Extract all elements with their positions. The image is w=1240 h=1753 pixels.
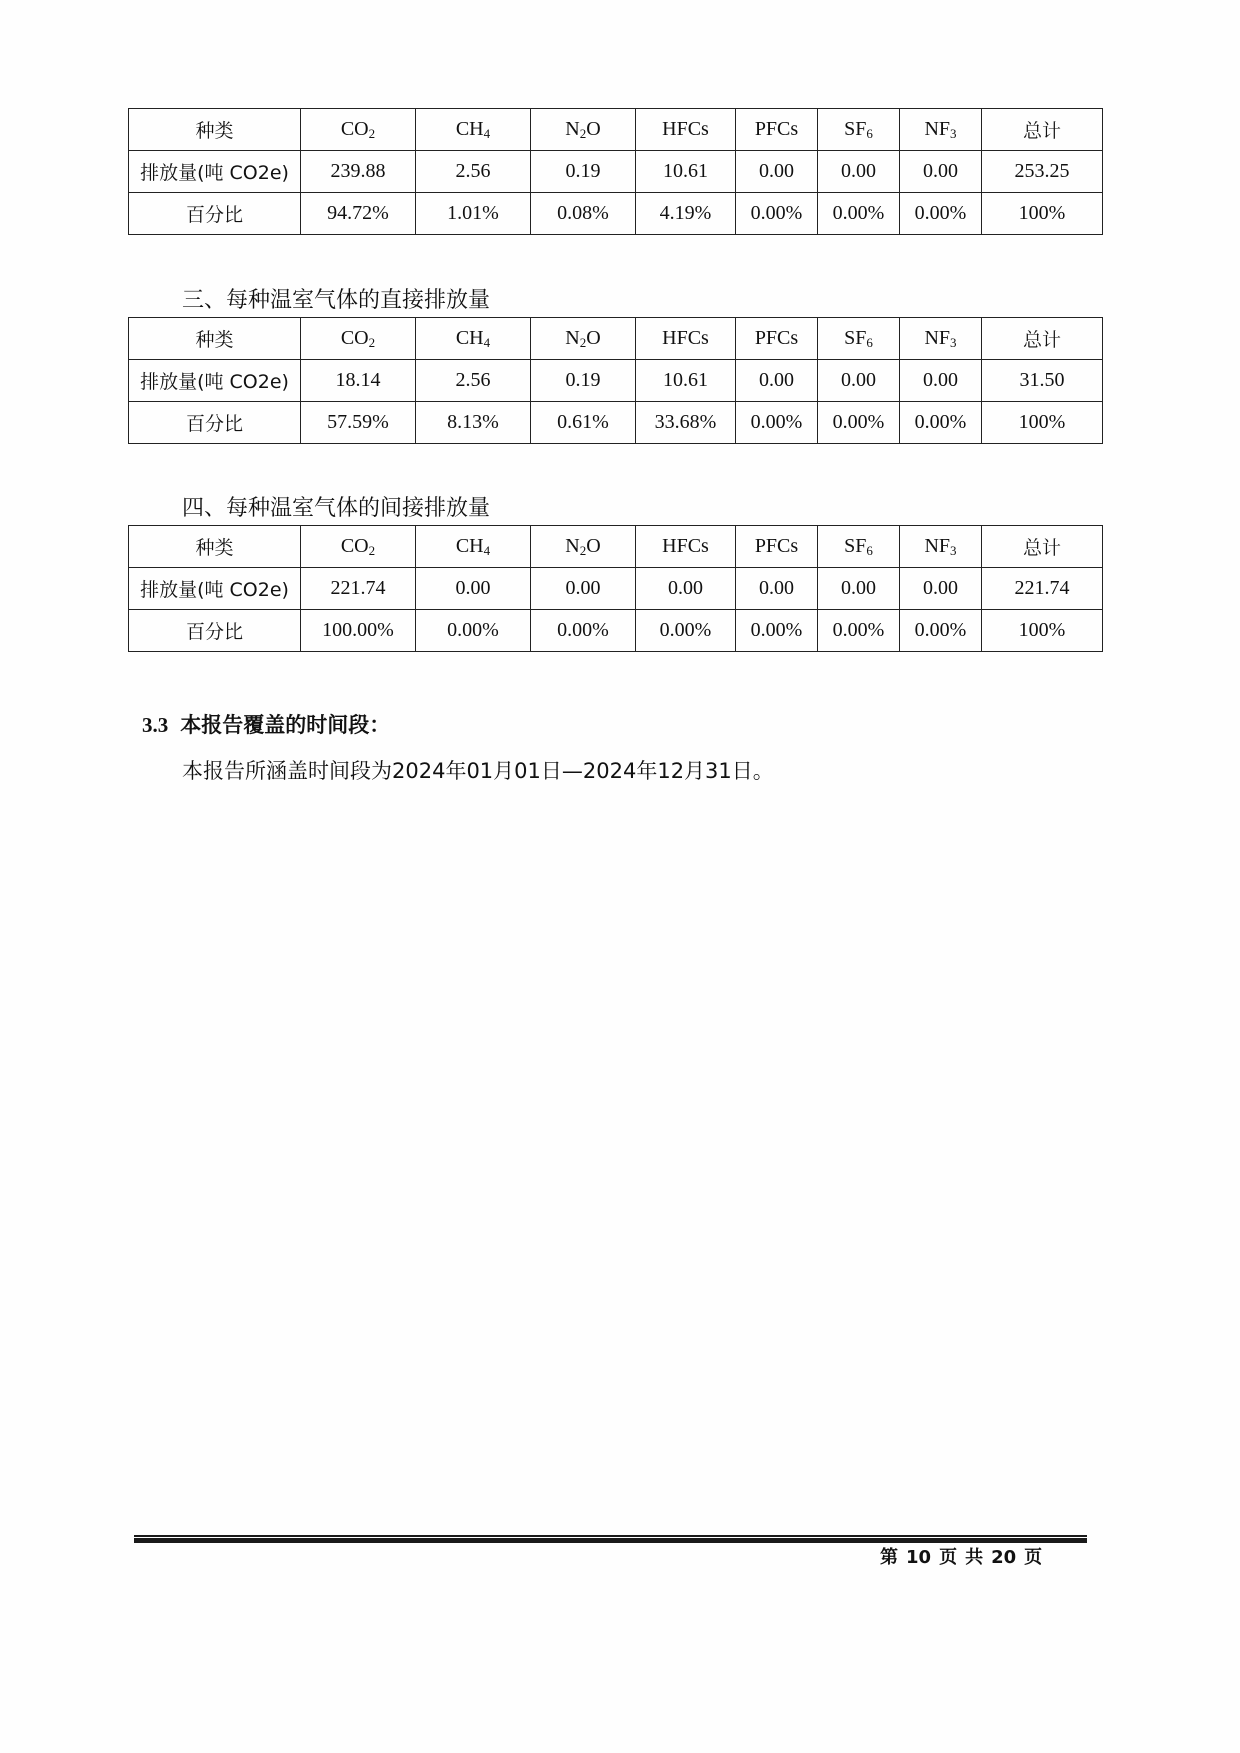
header-cell: HFCs bbox=[636, 109, 736, 151]
percent-row bbox=[129, 610, 1103, 652]
table-cell: 0.00% bbox=[736, 610, 818, 652]
table-cell: 100% bbox=[982, 402, 1103, 444]
header-cell: $CH_4$ bbox=[416, 318, 531, 360]
table-cell: 57.59% bbox=[301, 402, 416, 444]
section-title-direct: 三、每种温室气体的直接排放量 bbox=[182, 288, 491, 313]
table-cell: 100.00% bbox=[301, 610, 416, 652]
table-cell: 94.72% bbox=[301, 193, 416, 235]
table-cell: 0.00% bbox=[900, 402, 982, 444]
emission-row bbox=[129, 568, 1103, 610]
table-cell: 0.00% bbox=[900, 610, 982, 652]
header-cell: $CO_2$ bbox=[301, 526, 416, 568]
header-cell: $CH_4$ bbox=[416, 109, 531, 151]
table-cell: 253.25 bbox=[982, 151, 1103, 193]
header-cell: $SF_6$ bbox=[818, 318, 900, 360]
table-cell: 0.00 bbox=[900, 568, 982, 610]
header-cell: $CO_2$ bbox=[301, 318, 416, 360]
table-cell: 0.00% bbox=[531, 610, 636, 652]
table-cell: 10.61 bbox=[636, 151, 736, 193]
footer-text: 共 bbox=[965, 1547, 984, 1568]
row-label: 百分比 bbox=[129, 610, 301, 652]
header-cell: 总计 bbox=[982, 318, 1103, 360]
emissions-table-direct bbox=[128, 317, 1103, 444]
section-title: 本报告覆盖的时间段： bbox=[180, 713, 391, 737]
header-cell: $SF_6$ bbox=[818, 109, 900, 151]
header-cell: PFCs bbox=[736, 526, 818, 568]
table-cell: 239.88 bbox=[301, 151, 416, 193]
footer-text: 第 bbox=[880, 1547, 898, 1568]
section-heading-3-3 bbox=[142, 710, 390, 740]
current-page: 10 bbox=[906, 1547, 932, 1568]
section-number: 3.3 bbox=[142, 713, 169, 737]
table-cell: 33.68% bbox=[636, 402, 736, 444]
header-cell: PFCs bbox=[736, 109, 818, 151]
header-cell: $CH_4$ bbox=[416, 526, 531, 568]
emission-row bbox=[129, 360, 1103, 402]
header-row bbox=[129, 526, 1103, 568]
table-cell: 0.08% bbox=[531, 193, 636, 235]
table-cell: 0.00 bbox=[818, 568, 900, 610]
table-cell: 0.61% bbox=[531, 402, 636, 444]
footer-text: 页 bbox=[1024, 1547, 1043, 1568]
header-cell: $N_2O$ bbox=[531, 109, 636, 151]
table-cell: 0.00 bbox=[818, 360, 900, 402]
table-cell: 0.00% bbox=[818, 402, 900, 444]
table-cell: 221.74 bbox=[301, 568, 416, 610]
table-cell: 0.00 bbox=[531, 568, 636, 610]
table-cell: 8.13% bbox=[416, 402, 531, 444]
table-cell: 0.00 bbox=[636, 568, 736, 610]
percent-row bbox=[129, 402, 1103, 444]
table-cell: 2.56 bbox=[416, 360, 531, 402]
table-cell: 1.01% bbox=[416, 193, 531, 235]
header-row bbox=[129, 318, 1103, 360]
header-cell: $NF_3$ bbox=[900, 526, 982, 568]
table-cell: 0.00 bbox=[900, 151, 982, 193]
emissions-table-total bbox=[128, 108, 1103, 235]
header-cell: $NF_3$ bbox=[900, 318, 982, 360]
table-cell: 0.00% bbox=[736, 193, 818, 235]
table-cell: 2.56 bbox=[416, 151, 531, 193]
table-cell: 221.74 bbox=[982, 568, 1103, 610]
header-cell: HFCs bbox=[636, 526, 736, 568]
table-cell: 0.00 bbox=[900, 360, 982, 402]
table-cell: 18.14 bbox=[301, 360, 416, 402]
header-cell: PFCs bbox=[736, 318, 818, 360]
row-label: 排放量(吨 CO2e) bbox=[129, 568, 301, 610]
section-title-indirect: 四、每种温室气体的间接排放量 bbox=[182, 496, 491, 521]
table-cell: 0.00% bbox=[416, 610, 531, 652]
header-cell: 种类 bbox=[129, 109, 301, 151]
emissions-table-indirect bbox=[128, 525, 1103, 652]
footer-divider bbox=[134, 1535, 1087, 1543]
page-number bbox=[876, 1545, 1046, 1571]
table-cell: 10.61 bbox=[636, 360, 736, 402]
total-pages: 20 bbox=[991, 1547, 1017, 1568]
table-cell: 31.50 bbox=[982, 360, 1103, 402]
table-cell: 100% bbox=[982, 193, 1103, 235]
percent-row bbox=[129, 193, 1103, 235]
table-cell: 0.00% bbox=[900, 193, 982, 235]
header-cell: $SF_6$ bbox=[818, 526, 900, 568]
table-cell: 0.00% bbox=[736, 402, 818, 444]
table-cell: 0.00% bbox=[818, 193, 900, 235]
header-cell: HFCs bbox=[636, 318, 736, 360]
table-cell: 4.19% bbox=[636, 193, 736, 235]
footer-text: 页 bbox=[939, 1547, 958, 1568]
header-cell: $N_2O$ bbox=[531, 318, 636, 360]
header-cell: 总计 bbox=[982, 526, 1103, 568]
row-label: 百分比 bbox=[129, 193, 301, 235]
table-cell: 0.00 bbox=[818, 151, 900, 193]
table-cell: 0.00% bbox=[818, 610, 900, 652]
emission-row bbox=[129, 151, 1103, 193]
table-cell: 0.00 bbox=[736, 360, 818, 402]
header-cell: 种类 bbox=[129, 318, 301, 360]
table-cell: 0.00 bbox=[416, 568, 531, 610]
table-cell: 0.19 bbox=[531, 360, 636, 402]
report-period-text: 本报告所涵盖时间段为2024年01月01日—2024年12月31日。 bbox=[182, 759, 774, 783]
row-label: 排放量(吨 CO2e) bbox=[129, 360, 301, 402]
table-cell: 0.00% bbox=[636, 610, 736, 652]
header-cell: $CO_2$ bbox=[301, 109, 416, 151]
header-row bbox=[129, 109, 1103, 151]
row-label: 百分比 bbox=[129, 402, 301, 444]
header-cell: 总计 bbox=[982, 109, 1103, 151]
header-cell: $N_2O$ bbox=[531, 526, 636, 568]
row-label: 排放量(吨 CO2e) bbox=[129, 151, 301, 193]
table-cell: 100% bbox=[982, 610, 1103, 652]
header-cell: 种类 bbox=[129, 526, 301, 568]
header-cell: $NF_3$ bbox=[900, 109, 982, 151]
table-cell: 0.19 bbox=[531, 151, 636, 193]
table-cell: 0.00 bbox=[736, 151, 818, 193]
table-cell: 0.00 bbox=[736, 568, 818, 610]
